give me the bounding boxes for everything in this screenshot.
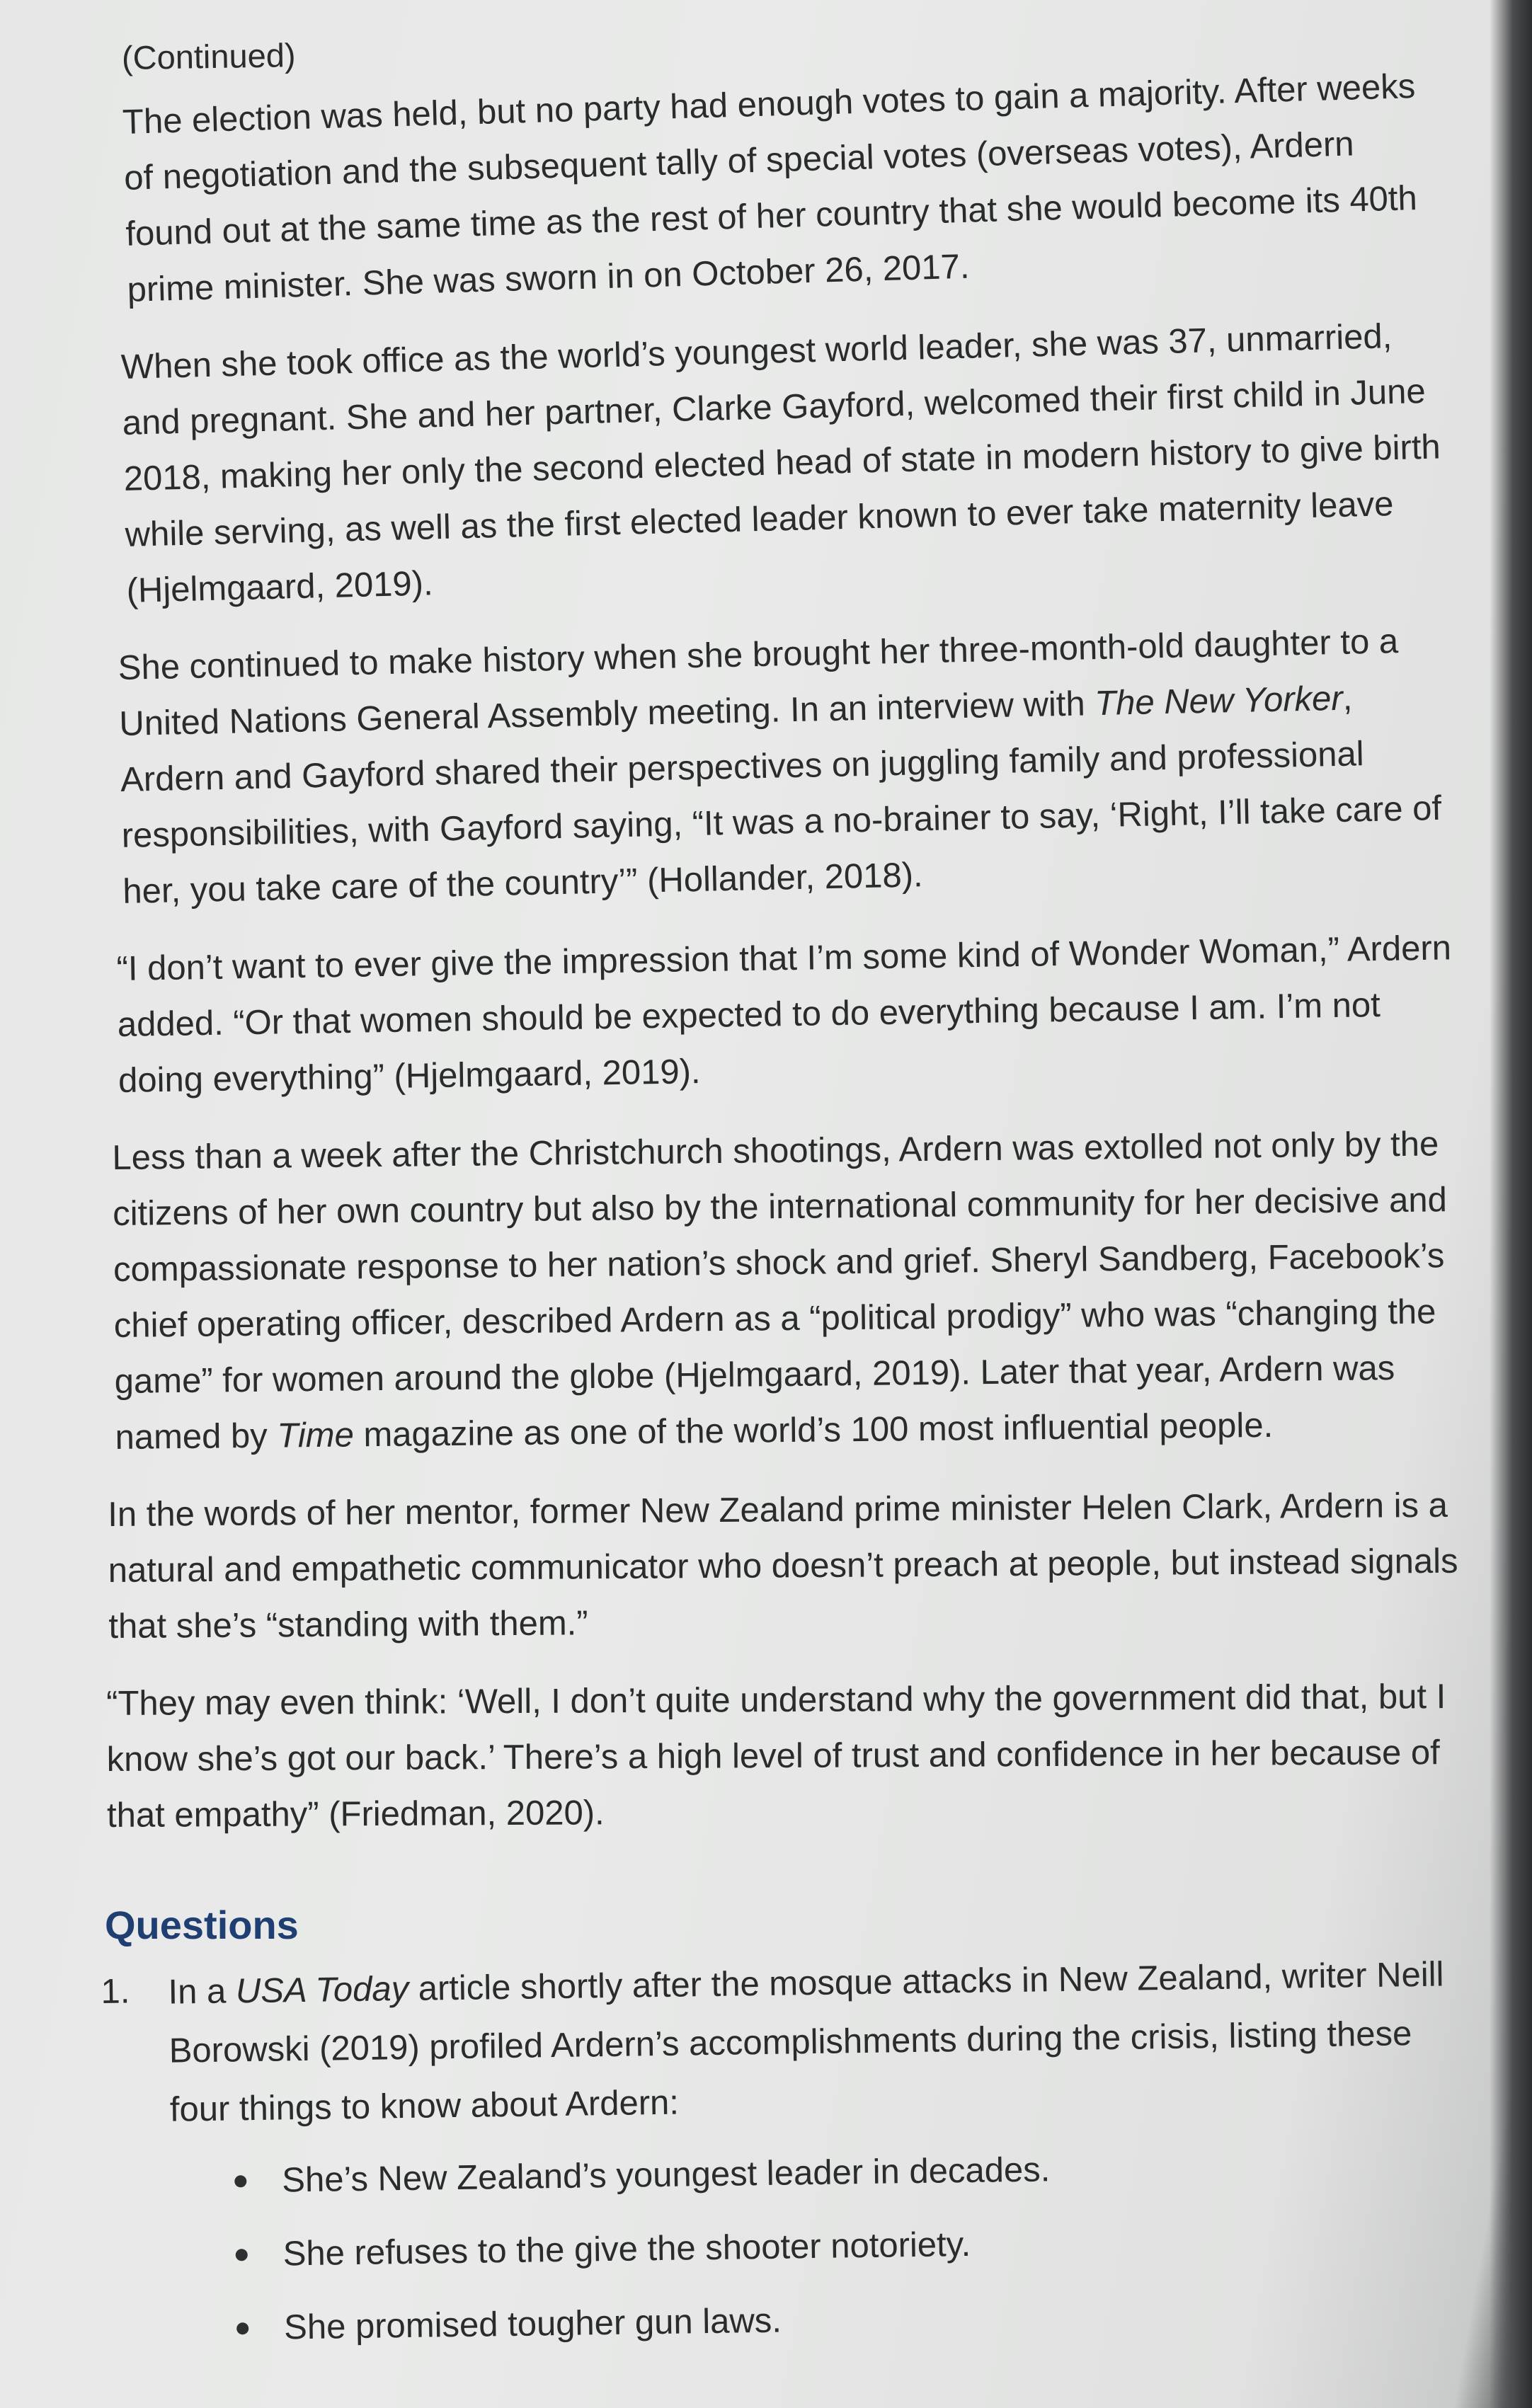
paragraph-text: Less than a week after the Christchurch shootings, Ardern was extolled not only by the citizens of her own country but also by the international community for her decisive and compassionate response to her nation’s shock and grief. Sheryl Sandberg, Facebook’s chief operating officer, described Ardern as a “political prodigy” who was “changing the game” for women around the globe (Hjelmgaard, 2019). Later that year, Ardern was named by xyxy=(112,1125,1448,1457)
paragraph-took-office: When she took office as the world’s youngest world leader, she was 37, unmarried, and pregnant. She and her partner, Clarke Gayford, welcomed their first child in June 2018, making her only the second elected head of state in modern history to give birth while serving, as well as the first elected leader known to ever take maternity leave (Hjelmgaard, 2019). xyxy=(120,317,1441,610)
paragraph-text: magazine as one of the world’s 100 most influential people. xyxy=(353,1406,1274,1455)
paragraph-christchurch xyxy=(112,1116,1471,1466)
bullet-item: She refuses to the give the shooter notoriety. xyxy=(228,2201,1484,2292)
publication-title: The New Yorker xyxy=(1094,679,1344,723)
paragraph-text: , Ardern and Gayford shared their perspectives on juggling family and professional responsibilities, with Gayford saying, “It was a no-brainer to say, ‘Right, I’ll take care of her, you take care of the country’” (Hollander, 2018). xyxy=(120,679,1442,911)
questions-heading: Questions xyxy=(105,1903,299,1947)
page-content xyxy=(101,35,1480,2367)
publication-title: Time xyxy=(277,1416,355,1455)
question-body xyxy=(168,1945,1485,2366)
bullet-item: She’s New Zealand’s youngest leader in decades. xyxy=(227,2127,1483,2218)
paragraph-mentor: In the words of her mentor, former New Zealand prime minister Helen Clark, Ardern is a natural and empathetic communicator who doesn’t preach at people, but instead signals that she’s “standing with them.” xyxy=(108,1486,1458,1646)
continued-label: (Continued) xyxy=(121,36,296,76)
paragraph-text: She continued to make history when she brought her three-month-old daughter to a United Nations General Assembly meeting. In an interview with xyxy=(118,622,1399,743)
publication-title: USA Today xyxy=(235,1969,409,2011)
question-number: 1. xyxy=(101,1972,130,2011)
book-spine-shadow xyxy=(1490,0,1532,2408)
paragraph-wonder-woman-quote: “I don’t want to ever give the impression that I’m some kind of Wonder Woman,” Ardern added. “Or that women should be expected to do everything because I am. I’m not doing everything” (Hjelmgaard, 2019). xyxy=(116,929,1452,1100)
bullet-list xyxy=(227,2127,1485,2366)
question-text: article shortly after the mosque attacks in New Zealand, writer Neill Borowski (2019) profiled Ardern’s accomplishments during the crisis, listing these four things to know about Ardern: xyxy=(168,1955,1444,2129)
question-text: In a xyxy=(168,1972,236,2012)
bullet-item: She promised tougher gun laws. xyxy=(229,2274,1485,2366)
paragraph-continued-history xyxy=(118,612,1461,919)
question-item xyxy=(101,1945,1485,2367)
paragraph-trust-quote: “They may even think: ‘Well, I don’t quite understand why the government did that, but I know she’s got our back.’ There’s a high level of trust and confidence in her because of that empathy” (Friedman, 2020). xyxy=(106,1678,1446,1835)
paragraph-election: The election was held, but no party had enough votes to gain a majority. After weeks of negotiation and the subsequent tally of special votes (overseas votes), Ardern found out at the same time as the rest of her country that she would become its 40th prime minister. She was sworn in on October 26, 2017. xyxy=(122,67,1418,309)
